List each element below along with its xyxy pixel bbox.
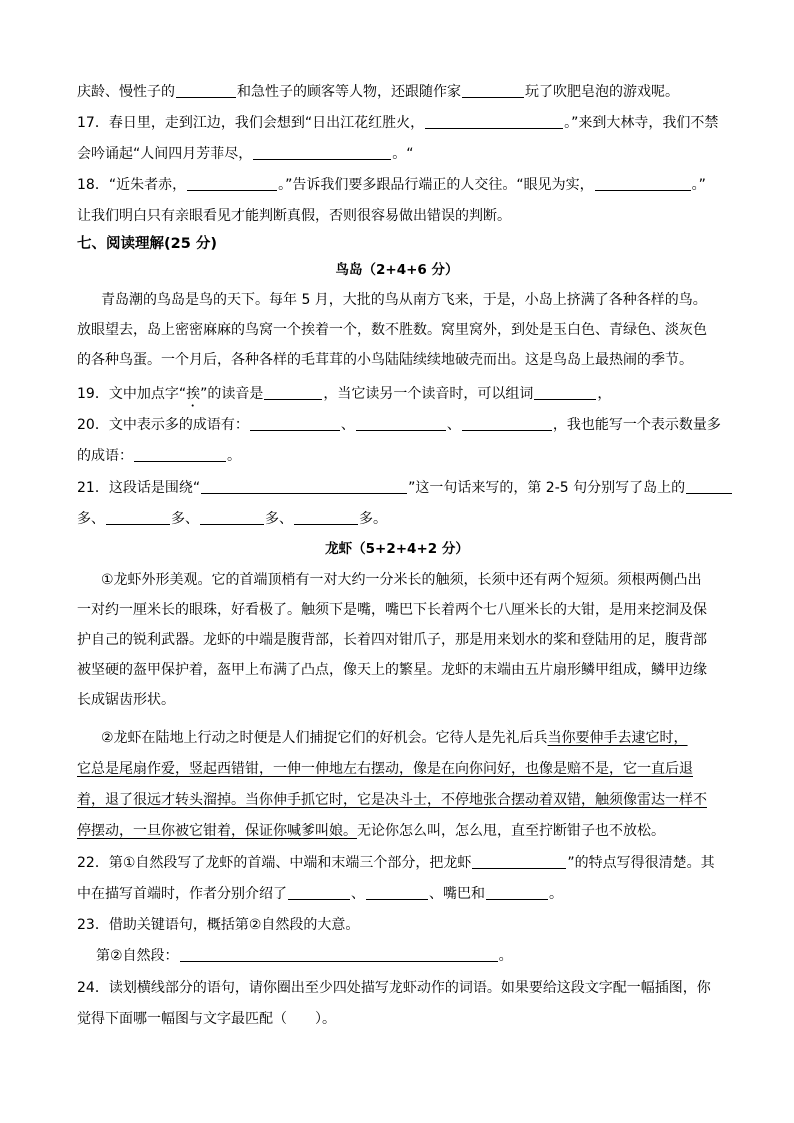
answer-blank[interactable]	[486, 883, 548, 900]
passage-text: ②龙虾在陆地上行动之时便是人们捕捉它们的好机会。它待人是先礼后兵当你要伸手去逮它时，	[101, 730, 688, 746]
underlined-sentence: 着，退了很远才转头溜掉。当你伸手抓它时，它是决斗士，不停地张合摆动着双错，触须像雷达一样不	[77, 792, 707, 808]
passage-title: 龙虾（5+2+4+2 分）	[325, 541, 469, 557]
answer-blank[interactable]	[134, 445, 226, 462]
question-22: 22．第①自然段写了龙虾的首端、中端和末端三个部分，把龙虾 ”的特点写得很清楚。其	[77, 851, 757, 875]
question-20: 20．文中表示多的成语有： 、 、 ，我也能写一个表示数量多	[77, 413, 757, 437]
text-line: 会吟诵起“人间四月芳菲尽， 。“	[77, 142, 757, 166]
question-23: 23．借助关键语句，概括第②自然段的大意。	[77, 917, 360, 933]
underlined-sentence: 它总是尾扇作爱，竖起西错钳，一伸一伸地左右摆动，像是在向你问好，也像是赔不是，它一直后退	[77, 761, 693, 777]
answer-blank[interactable]	[294, 508, 358, 525]
passage-title: 鸟岛（2+4+6 分）	[335, 262, 459, 278]
answer-blank[interactable]	[264, 383, 322, 400]
text-line: 的成语： 。	[77, 444, 757, 468]
answer-blank[interactable]	[106, 508, 170, 525]
underlined-sentence: 当你要伸手去逮它时，	[547, 730, 688, 746]
text-line: 觉得下面哪一幅图与文字最匹配（ ）。	[77, 1011, 336, 1027]
question-24: 24．读划横线部分的语句，请你圈出至少四处描写龙虾动作的词语。如果要给这段文字配一幅插图，你	[77, 980, 711, 996]
question-21: 21．这段话是围绕“ ”这一句话来写的，第 2-5 句分别写了岛上的	[77, 476, 757, 500]
passage-text: 护自己的锐利武器。龙虾的中端是腹背部，长着四对钳爪子，那是用来划水的桨和登陆用的足，腹背部	[77, 632, 707, 648]
passage-text: 放眼望去，岛上密密麻麻的鸟窝一个挨着一个，数不胜数。窝里窝外，到处是玉白色、青绿色、淡灰色	[77, 322, 707, 338]
answer-blank[interactable]	[472, 852, 566, 869]
section-heading: 七、阅读理解(25 分)	[77, 236, 217, 252]
underlined-sentence: 停摆动，一旦你被它钳着，保证你喊爹叫娘。	[77, 823, 357, 839]
answer-blank[interactable]	[253, 143, 391, 160]
text-line: 让我们明白只有亲眼看见才能判断真假，否则很容易做出错误的判断。	[77, 208, 511, 224]
text-line: 多、 多、 多、 多。	[77, 507, 757, 531]
text-line: 第②自然段： 。	[96, 944, 776, 968]
text-line: 庆龄、慢性子的 和急性子的顾客等人物，还跟随作家 玩了吹肥皂泡的游戏呢。	[77, 80, 757, 104]
answer-blank[interactable]	[366, 883, 428, 900]
passage-text: 一对约一厘米长的眼珠，好看极了。触须下是嘴，嘴巴下长着两个七八厘米长的大钳，是用来挖洞及保	[77, 602, 707, 618]
answer-blank[interactable]	[595, 174, 691, 191]
passage-text: 被坚硬的盔甲保护着，盔甲上布满了凸点，像天上的繁星。龙虾的末端由五片扇形鳞甲组成，鳞甲边缘	[77, 662, 707, 678]
answer-blank[interactable]	[686, 477, 732, 494]
answer-blank[interactable]	[462, 81, 524, 98]
answer-blank[interactable]	[356, 414, 446, 431]
passage-text: ①龙虾外形美观。它的首端顶梢有一对大约一分米长的触须，长须中还有两个短须。须根两侧凸出	[101, 572, 702, 588]
question-18: 18．“近朱者赤， 。”告诉我们要多跟品行端正的人交往。“眼见为实， 。”	[77, 173, 757, 197]
answer-blank[interactable]	[187, 174, 277, 191]
passage-text: 的各种鸟蛋。一个月后，各种各样的毛茸茸的小鸟陆陆续续地破壳而出。这是鸟岛上最热闹的季节。	[77, 352, 693, 368]
answer-blank[interactable]	[176, 81, 236, 98]
answer-blank[interactable]	[250, 414, 340, 431]
question-17: 17．春日里，走到江边，我们会想到“日出江花红胜火， 。”来到大林寺，我们不禁	[77, 111, 757, 135]
answer-blank[interactable]	[534, 383, 596, 400]
answer-blank[interactable]	[201, 477, 407, 494]
answer-blank[interactable]	[288, 883, 350, 900]
question-19: 19．文中加点字“挨”的读音是 ，当它读另一个读音时，可以组词 ，	[77, 382, 757, 406]
passage-text: 停摆动，一旦你被它钳着，保证你喊爹叫娘。无论你怎么叫，怎么甩，直至拧断钳子也不放松。	[77, 823, 665, 839]
passage-text: 长成锯齿形状。	[77, 692, 175, 708]
answer-blank[interactable]	[425, 112, 563, 129]
passage-text: 青岛潮的鸟岛是鸟的天下。每年 5 月，大批的鸟从南方飞来，于是，小岛上挤满了各种各样的鸟。	[101, 292, 707, 308]
answer-blank[interactable]	[462, 414, 552, 431]
text-line: 中在描写首端时，作者分别介绍了 、 、嘴巴和 。	[77, 882, 757, 906]
answer-blank[interactable]	[180, 945, 498, 962]
answer-blank[interactable]	[200, 508, 264, 525]
